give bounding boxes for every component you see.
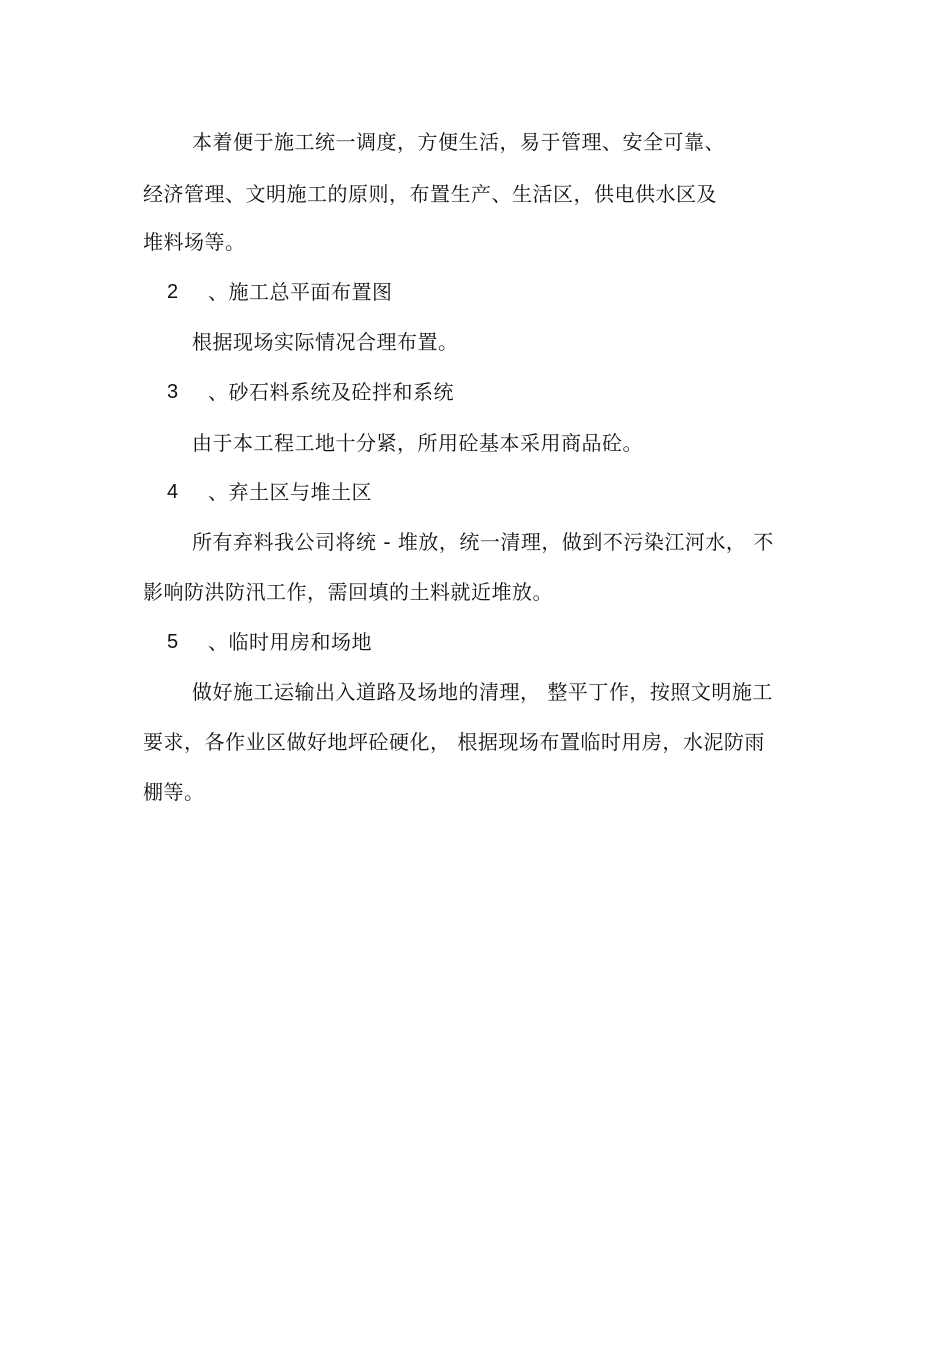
section-5-number: 5 (167, 631, 179, 653)
section-3-number: 3 (167, 381, 179, 403)
intro-line-3: 堆料场等。 (143, 230, 246, 254)
section-2-line-1: 根据现场实际情况合理布置。 (192, 330, 459, 354)
section-5-line-1: 做好施工运输出入道路及场地的清理， 整平丁作，按照文明施工 (192, 680, 773, 704)
intro-line-2: 经济管理、文明施工的原则，布置生产、生活区，供电供水区及 (143, 182, 717, 206)
section-2-number: 2 (167, 281, 179, 303)
section-5-line-2: 要求，各作业区做好地坪砼硬化， 根据现场布置临时用房，水泥防雨 (143, 730, 765, 754)
section-4-line-2: 影响防洪防汛工作，需回填的土料就近堆放。 (143, 580, 553, 604)
intro-line-1: 本着便于施工统一调度，方便生活，易于管理、安全可靠、 (192, 130, 725, 154)
section-3-line-1: 由于本工程工地十分紧，所用砼基本采用商品砼。 (192, 431, 643, 455)
section-4-number: 4 (167, 481, 179, 503)
section-4-line-1: 所有弃料我公司将统 - 堆放，统一清理，做到不污染江河水， 不 (192, 530, 774, 554)
section-3-title: 、砂石料系统及砼拌和系统 (208, 380, 454, 404)
section-4-title: 、弃土区与堆土区 (208, 480, 372, 504)
section-5-line-3: 棚等。 (143, 780, 205, 804)
section-2-title: 、施工总平面布置图 (208, 280, 393, 304)
section-5-title: 、临时用房和场地 (208, 630, 372, 654)
